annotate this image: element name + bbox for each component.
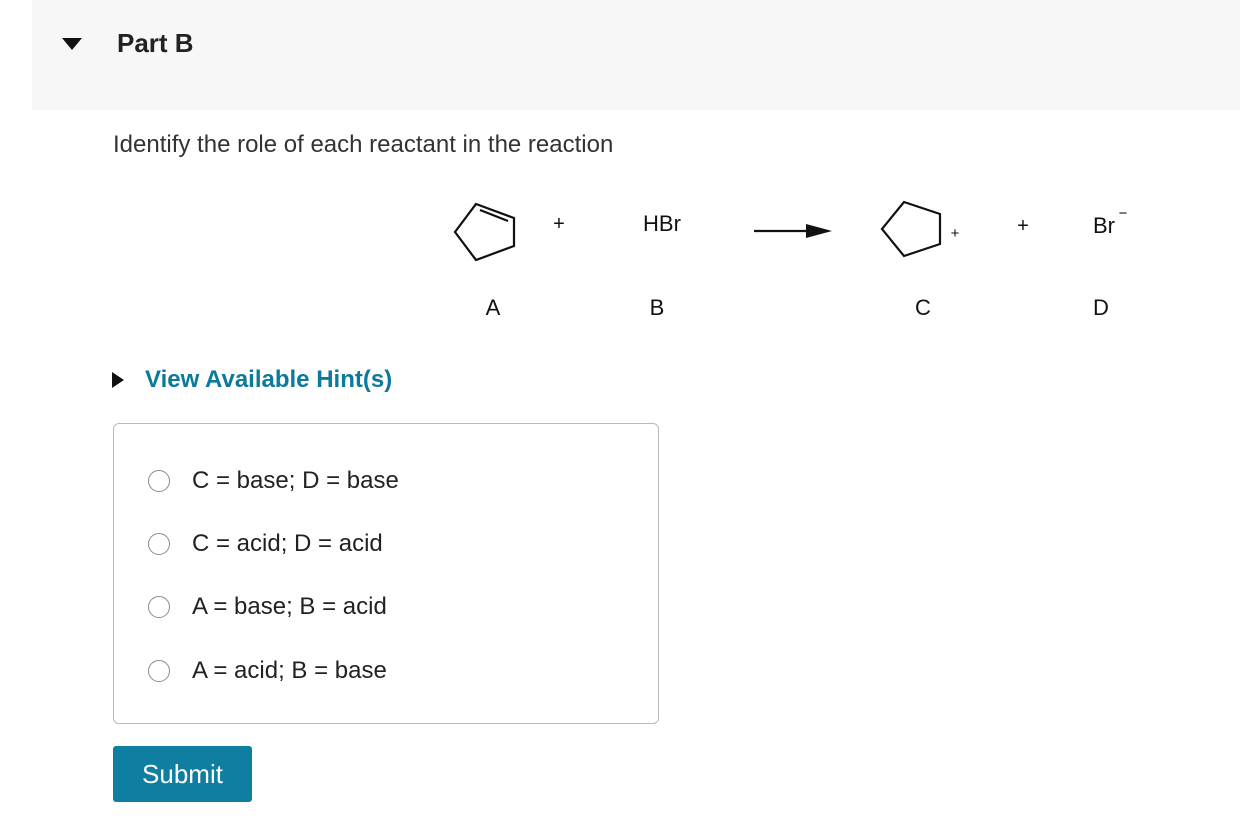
radio-button[interactable] — [148, 533, 170, 555]
anion-charge: − — [1118, 205, 1128, 222]
cyclopentene-structure — [455, 204, 514, 260]
label-b: B — [649, 295, 665, 320]
hint-link-label: View Available Hint(s) — [145, 366, 393, 393]
question-prompt: Identify the role of each reactant in the reaction — [113, 131, 614, 158]
part-header — [32, 0, 1240, 110]
option-1[interactable] — [148, 467, 399, 495]
label-a: A — [485, 295, 501, 320]
reaction-diagram — [420, 180, 1140, 340]
radio-button[interactable] — [148, 596, 170, 618]
option-label: A = acid; B = base — [192, 657, 387, 684]
plus-sign-1: + — [553, 213, 565, 235]
answer-options — [113, 423, 659, 724]
view-hints-link[interactable] — [111, 366, 392, 394]
option-2[interactable] — [148, 530, 383, 558]
part-title: Part B — [117, 28, 194, 58]
caret-right-icon — [111, 371, 125, 389]
option-3[interactable] — [148, 593, 387, 621]
product-bromide: Br — [1093, 213, 1115, 238]
option-label: C = base; D = base — [192, 467, 399, 494]
plus-sign-2: + — [1017, 215, 1029, 237]
reagent-hbr: HBr — [643, 211, 681, 236]
option-4[interactable] — [148, 657, 387, 685]
caret-down-icon[interactable] — [60, 36, 84, 52]
cyclopentyl-cation-structure — [882, 202, 940, 256]
radio-button[interactable] — [148, 660, 170, 682]
option-label: C = acid; D = acid — [192, 530, 383, 557]
cation-charge: + — [950, 225, 960, 242]
option-label: A = base; B = acid — [192, 593, 387, 620]
reaction-arrow — [754, 224, 832, 238]
radio-button[interactable] — [148, 470, 170, 492]
submit-button[interactable]: Submit — [113, 746, 252, 802]
label-c: C — [915, 295, 931, 320]
label-d: D — [1093, 295, 1109, 320]
